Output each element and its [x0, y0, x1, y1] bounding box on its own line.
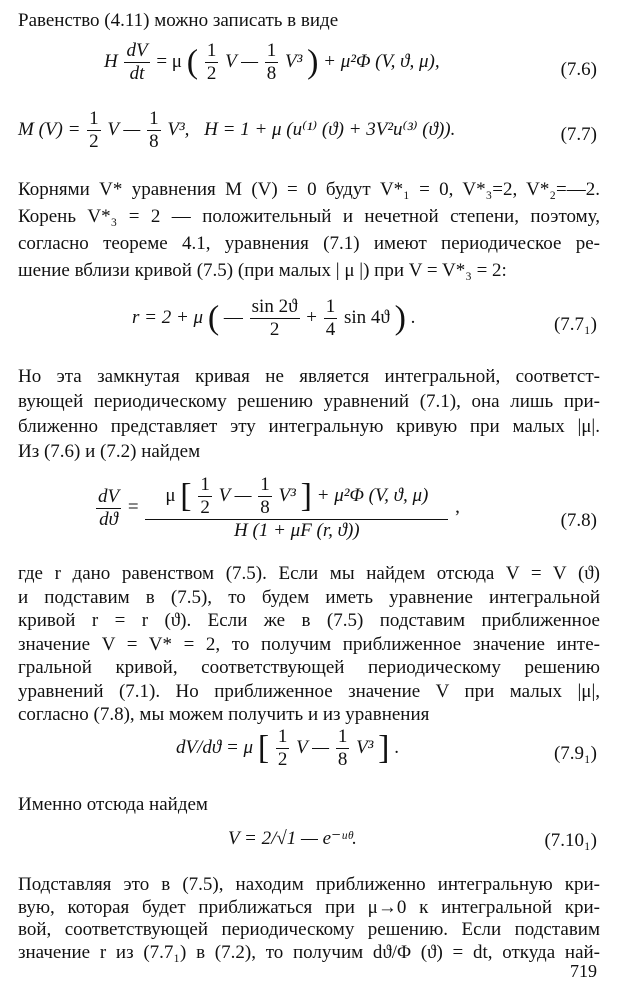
- eq78-half-num: 1: [200, 474, 210, 496]
- eq77-eighth-den: 8: [149, 131, 159, 152]
- equation-7-10-1: V = 2/√1 — e⁻ᵘᶿ.: [228, 828, 357, 849]
- eq771-tail: sin 4ϑ: [343, 306, 390, 328]
- paragraph-1: [18, 176, 600, 284]
- eq78-eighth: [258, 474, 272, 519]
- eq791-eighth-den: 8: [337, 749, 348, 770]
- eq76-eighth: [265, 40, 279, 85]
- eq78-half-den: 2: [200, 497, 210, 519]
- eq78-lhs-num: dV: [98, 485, 120, 507]
- eq76-number: (7.6): [560, 59, 597, 80]
- p3-line: значение V = V* = 2, то получим приближенное значение инте-: [18, 633, 600, 655]
- eq791-eighth-num: 1: [337, 726, 348, 747]
- eq78-eq: =: [127, 496, 139, 518]
- eq771-number: (7.7₁): [553, 314, 597, 335]
- eq76-lparen: (: [186, 43, 199, 81]
- eq76-V: V —: [225, 50, 258, 72]
- paragraph-3: [18, 562, 600, 727]
- equation-7-8: [94, 474, 460, 542]
- p2-line: вующей периодическому решению уравнений (7.1), она лишь при-: [18, 391, 600, 412]
- eq771-lhs: r = 2 + μ: [132, 306, 204, 328]
- eq77-number: (7.7): [560, 124, 597, 145]
- p3-line: где r дано равенством (7.5). Если мы найдем отсюда V = V (ϑ): [18, 563, 600, 584]
- p5-line: вой, соответствующей периодическому решению. Если подставим: [18, 919, 600, 940]
- eq76-rparen: ): [307, 43, 319, 81]
- p1-line: Корнями V* уравнения M (V) = 0 будут V*₁ = 0, V*₃=2, V*₂=—2.: [18, 179, 600, 200]
- eq77-half-den: 2: [89, 131, 99, 152]
- p3-line: уравнений (7.1). Но приближенное значение V при малых |μ|,: [18, 680, 600, 702]
- p5-line: вую, которая будет приближаться при μ→0 к интегральной кри-: [18, 896, 600, 918]
- eq771-frac1: [250, 296, 300, 341]
- paragraph-5: [18, 874, 600, 964]
- eq76-V3: V³: [285, 50, 303, 72]
- equation-7-6: [104, 40, 440, 85]
- eq78-rbracket: ]: [300, 477, 312, 515]
- p2-line: Но эта замкнутая кривая не является интегральной, соответст-: [18, 366, 600, 387]
- eq78-rhs: [145, 474, 448, 542]
- eq771-plus: +: [306, 306, 317, 328]
- eq78-number: (7.8): [560, 510, 597, 531]
- eq77-half: [87, 108, 101, 153]
- eq791-lhs: dV/dϑ = μ: [176, 736, 254, 758]
- p1-line: согласно теореме 4.1, уравнения (7.1) имеют периодическое ре-: [18, 233, 600, 254]
- intro-text: Равенство (4.11) можно записать в виде: [18, 10, 339, 31]
- eq791-V3: V³: [356, 736, 374, 758]
- eq791-number: (7.9₁): [553, 743, 597, 764]
- eq77-H: H = 1 + μ (u⁽¹⁾ (ϑ) + 3V²u⁽³⁾ (ϑ)).: [204, 118, 456, 140]
- eq791-V: V —: [296, 736, 330, 758]
- eq76-derivative: [124, 40, 149, 85]
- equation-7-9-1: [176, 726, 399, 771]
- paragraph-2: [18, 364, 600, 464]
- eq77-lhs: M (V) =: [18, 118, 81, 140]
- p3-line: гральной кривой, соответствующей периодическому решению: [18, 657, 600, 678]
- eq77-mid: V —: [107, 118, 141, 140]
- eq77-half-num: 1: [89, 108, 99, 129]
- page-number: 719: [570, 961, 597, 981]
- eq78-comma: ,: [455, 496, 460, 518]
- equation-7-7-1: [132, 296, 415, 341]
- paragraph-4: Именно отсюда найдем: [18, 794, 208, 815]
- eq77-eighth: [147, 108, 161, 153]
- eq771-frac2-num: 1: [325, 296, 336, 317]
- eq771-rparen: ): [394, 299, 406, 337]
- p3-line: и подставим в (7.5), то будем иметь уравнение интегральной: [18, 586, 600, 608]
- equation-7-7: [18, 108, 455, 153]
- eq76-eighth-num: 1: [266, 40, 277, 61]
- eq791-rbracket: ]: [378, 729, 390, 767]
- eq76-tail: + μ²Φ (V, ϑ, μ),: [323, 50, 440, 72]
- eq771-frac1-den: 2: [269, 319, 280, 340]
- eq771-frac1-num: sin 2ϑ: [251, 296, 298, 317]
- eq78-rhs-num: [145, 474, 448, 520]
- eq7101-number: (7.10₁): [544, 830, 597, 851]
- eq791-lbracket: [: [257, 729, 270, 767]
- eq771-dot: .: [410, 306, 416, 328]
- eq771-frac2: [324, 296, 338, 341]
- eq78-lhs: [96, 486, 121, 531]
- eq78-V: V —: [218, 485, 252, 506]
- eq791-half: [276, 726, 290, 771]
- eq76-half-den: 2: [206, 63, 217, 84]
- eq791-dot: .: [394, 736, 399, 758]
- eq78-mu: μ: [165, 485, 176, 506]
- eq77-V3: V³,: [167, 118, 190, 140]
- eq76-num: dV: [126, 40, 148, 61]
- eq791-half-den: 2: [277, 749, 288, 770]
- eq77-eighth-num: 1: [149, 108, 159, 129]
- eq791-half-num: 1: [277, 726, 288, 747]
- eq76-half-num: 1: [206, 40, 217, 61]
- eq78-lbracket: [: [180, 477, 192, 515]
- p1-line: шение вблизи кривой (7.5) (при малых | μ |) при V = V*₃ = 2:: [18, 260, 507, 281]
- eq791-eighth: [336, 726, 350, 771]
- eq76-den: dt: [129, 63, 145, 84]
- eq771-lparen: (: [207, 299, 220, 337]
- p5-line: Подставляя это в (7.5), находим приближенно интегральную кри-: [18, 874, 600, 895]
- eq78-half: [198, 474, 212, 519]
- eq78-eighth-num: 1: [260, 474, 270, 496]
- eq771-minus: —: [223, 306, 243, 328]
- p1-line: Корень V*₃ = 2 — положительный и нечетной степени, поэтому,: [18, 206, 600, 227]
- eq76-eq-mu: = μ: [156, 50, 182, 72]
- p5-line: значение r из (7.7₁) в (7.2), то получим dϑ/Φ (ϑ) = dt, откуда най-: [18, 941, 600, 963]
- eq78-lhs-den: dϑ: [99, 508, 118, 530]
- eq78-rhs-den: H (1 + μF (r, ϑ)): [234, 520, 360, 542]
- eq78-eighth-den: 8: [260, 497, 270, 519]
- p2-line: ближенно представляет эту интегральную кривую при малых |μ|.: [18, 416, 600, 437]
- eq771-frac2-den: 4: [325, 319, 336, 340]
- p3-line: согласно (7.8), мы можем получить и из уравнения: [18, 704, 430, 725]
- p3-line: кривой r = r (ϑ). Если же в (7.5) подставим приближенное: [18, 610, 600, 631]
- eq78-V3: V³: [278, 485, 296, 506]
- p2-line: Из (7.6) и (7.2) найдем: [18, 441, 201, 462]
- eq78-num-tail: + μ²Φ (V, ϑ, μ): [316, 485, 429, 506]
- eq76-eighth-den: 8: [266, 63, 277, 84]
- eq76-half: [205, 40, 219, 85]
- eq76-H: H: [104, 50, 118, 72]
